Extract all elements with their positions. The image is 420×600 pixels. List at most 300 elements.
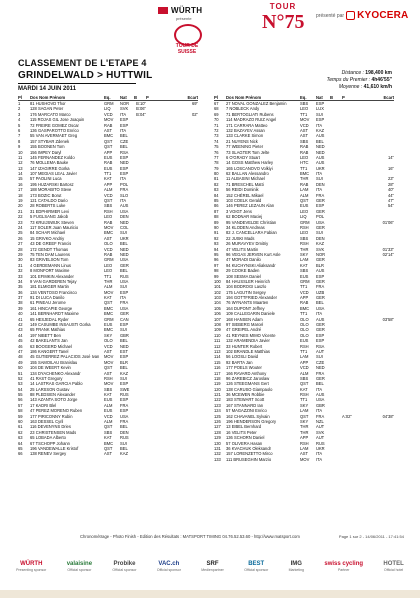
row-rank: 8 bbox=[18, 138, 21, 144]
row-nation: AUT bbox=[316, 424, 325, 430]
row-rank: 69 bbox=[214, 111, 219, 117]
row-rank: 118 bbox=[214, 375, 221, 381]
row-rank: 89 bbox=[214, 219, 219, 225]
row-rider: 177 POELS Wouter bbox=[226, 365, 262, 371]
row-rank: 58 bbox=[18, 408, 23, 414]
row-rider: 107 MEGIAS LEAL Javier bbox=[30, 171, 77, 177]
row-rider: 65 FRANK Mathias bbox=[30, 327, 66, 333]
row-nation: ESP bbox=[120, 289, 129, 295]
row-team: OLO bbox=[300, 332, 309, 338]
row-rider: 84 HAUSSLER Heinrich bbox=[226, 278, 270, 284]
row-rank: 92 bbox=[214, 235, 219, 241]
row-rider: 132 ARAMENDIA Javier bbox=[226, 338, 270, 344]
row-rank: 5 bbox=[18, 122, 21, 128]
row-rider: 194 GOTTFRIED Alexander bbox=[226, 295, 277, 301]
row-team: QST bbox=[300, 381, 309, 387]
row-nation: ESP bbox=[120, 354, 129, 360]
row-nation: USA bbox=[316, 219, 325, 225]
column-header bbox=[18, 94, 198, 101]
row-rank: 22 bbox=[18, 214, 23, 220]
row-rider: 23 CHRISTENSEN Mads bbox=[30, 429, 77, 435]
row-rider: 83 GRIVELSON Tom bbox=[30, 257, 69, 263]
row-nation: KAZ bbox=[316, 241, 324, 247]
row-team: RSH bbox=[104, 208, 113, 214]
row-rider: 81 HUSHOVD Thor bbox=[30, 101, 66, 106]
row-nation: NED bbox=[120, 246, 129, 252]
row-nation: AUS bbox=[316, 133, 325, 139]
row-gap: 01'06" bbox=[382, 219, 394, 225]
row-team: RSH bbox=[300, 241, 309, 247]
row-nation: ITA bbox=[316, 311, 323, 317]
row-nation: DEN bbox=[316, 181, 325, 187]
row-gap: 14" bbox=[387, 154, 394, 160]
row-team: VCD bbox=[104, 192, 113, 198]
row-rider: 156 IMPEY Daryl bbox=[30, 149, 62, 155]
sponsor-role: Official sponsor bbox=[67, 567, 92, 572]
row-rank: 60 bbox=[18, 419, 23, 425]
row-rider: 128 SAGAN Peter bbox=[30, 106, 64, 112]
row-rank: 126 bbox=[214, 419, 221, 425]
row-rank: 99 bbox=[214, 273, 219, 279]
row-team: ALM bbox=[104, 419, 113, 425]
route-underline bbox=[18, 83, 136, 84]
row-nation: AUT bbox=[316, 348, 325, 354]
sponsor-role: Medienpartner bbox=[201, 567, 224, 572]
row-team: VCD bbox=[104, 111, 113, 117]
row-team: LIQ bbox=[300, 214, 307, 220]
tour-75-logo bbox=[262, 2, 304, 42]
row-rider: 183 STEWART Scott bbox=[226, 397, 265, 403]
row-nation: POL bbox=[316, 214, 325, 220]
row-team: BMC bbox=[104, 230, 114, 236]
row-team: QST bbox=[104, 446, 113, 451]
row-nation: GBR bbox=[120, 332, 129, 338]
row-rank: 120 bbox=[214, 386, 221, 392]
row-team: EUS bbox=[300, 203, 309, 209]
row-nation: DEN bbox=[316, 235, 325, 241]
row-rank: 53 bbox=[18, 381, 23, 387]
row-team: EUS bbox=[104, 154, 113, 160]
stage-info bbox=[327, 70, 392, 91]
row-rider: 41 RAST Gregory bbox=[30, 375, 63, 381]
row-rider: 136 SCHORN Daniel bbox=[226, 435, 265, 441]
row-rider: 149 CASUMBE INSAUSTI Gorka bbox=[30, 322, 91, 328]
row-team: EUS bbox=[104, 322, 113, 328]
row-nation: USA bbox=[120, 413, 129, 419]
row-nation: GER bbox=[316, 198, 325, 204]
row-team: LEO bbox=[104, 262, 113, 268]
row-rider: 177 PIRICONNY Rubin bbox=[30, 413, 73, 419]
row-rank: 23 bbox=[18, 219, 23, 225]
row-rank: 112 bbox=[214, 343, 221, 349]
row-nation: KAZ bbox=[120, 451, 128, 457]
row-team: THR bbox=[300, 424, 309, 430]
row-nation: SLO bbox=[120, 192, 129, 198]
row-rank: 34 bbox=[18, 278, 23, 284]
row-nation: SUI bbox=[120, 327, 127, 333]
row-rank: 9 bbox=[18, 144, 21, 150]
header-team: Eq. bbox=[104, 94, 111, 100]
row-rank: 104 bbox=[214, 300, 221, 306]
row-nation: SUI bbox=[316, 230, 323, 236]
row-team: BMC bbox=[104, 133, 114, 139]
row-team: GRM bbox=[104, 257, 114, 263]
row-rider: 11 ALBASINI Michael bbox=[226, 176, 265, 182]
row-team: SBS bbox=[104, 386, 113, 392]
row-team: BMC bbox=[300, 305, 310, 311]
row-team: GRM bbox=[104, 316, 114, 322]
row-team: LAM bbox=[300, 187, 309, 193]
row-rider: 188 MORABITO Steve bbox=[30, 187, 72, 193]
sponsor-logo bbox=[383, 561, 403, 572]
row-rider: 108 SESMA Daniel bbox=[226, 273, 261, 279]
row-rider: 72 FREIRE GOMEZ Oscar bbox=[30, 122, 79, 128]
row-rank: 48 bbox=[18, 354, 23, 360]
row-nation: BEL bbox=[120, 241, 128, 247]
row-rider: 181 ELMIGER Martin bbox=[30, 284, 69, 290]
row-rank: 71 bbox=[214, 122, 219, 128]
row-rank: 52 bbox=[18, 375, 23, 381]
row-nation: BEL bbox=[120, 144, 128, 150]
row-team: MOV bbox=[104, 224, 114, 230]
row-rider: 28 ROBERTS Luke bbox=[30, 203, 66, 209]
avg-line bbox=[327, 84, 392, 91]
row-team: LEO bbox=[300, 154, 309, 160]
row-nation: ESP bbox=[316, 101, 325, 106]
row-rider: 172 GENDT Thomas bbox=[30, 246, 69, 252]
row-nation: ITA bbox=[120, 111, 127, 117]
row-nation: SUI bbox=[120, 440, 127, 446]
row-rider: 186 KANGERT Tanel bbox=[30, 348, 69, 354]
row-team: QST bbox=[104, 144, 113, 150]
row-rank: 63 bbox=[18, 435, 23, 441]
row-rank: 62 bbox=[18, 429, 23, 435]
row-team: SBS bbox=[300, 235, 309, 241]
row-rider: 8 MONFORT Maxime bbox=[30, 268, 70, 274]
row-team: APP bbox=[300, 359, 309, 365]
row-rider: 145 FERNANDEZ Koldo bbox=[30, 154, 75, 160]
row-nation: CZE bbox=[316, 359, 325, 365]
row-gap: 40" bbox=[387, 187, 394, 193]
sponsor-logo bbox=[16, 561, 46, 572]
row-rider: 126 STEEGMANS Gert bbox=[226, 381, 269, 387]
page-number: Page 1 sur 2 - 14/06/2011 - 17:41:54 bbox=[338, 534, 404, 539]
row-gap: 16" bbox=[387, 165, 394, 171]
row-nation: ITA bbox=[120, 176, 127, 182]
row-rank: 50 bbox=[18, 365, 23, 371]
row-rider: 134 DYACHENKO Alexandr bbox=[30, 370, 81, 376]
row-nation: FRA bbox=[120, 419, 129, 425]
row-rider: 62 BALLAN Alessandro bbox=[226, 171, 269, 177]
row-rank: 13 bbox=[18, 165, 23, 171]
row-nation: KAZ bbox=[316, 127, 324, 133]
row-team: GRM bbox=[300, 219, 310, 225]
header-p: P bbox=[342, 94, 345, 100]
kyocera-icon bbox=[346, 11, 355, 20]
row-nation: GBR bbox=[316, 402, 325, 408]
row-rider: 73 KRUIJSWIJK Steven bbox=[30, 219, 74, 225]
sponsor-logo bbox=[112, 561, 136, 572]
row-nation: FRA bbox=[120, 402, 129, 408]
row-rank: 55 bbox=[18, 392, 23, 398]
row-team: KAT bbox=[104, 435, 112, 441]
sponsor-role: Official hotel bbox=[383, 567, 404, 572]
row-team: APP bbox=[104, 149, 113, 155]
row-team: ALM bbox=[104, 402, 113, 408]
row-team: AST bbox=[104, 235, 112, 241]
row-nation: KAZ bbox=[120, 370, 128, 376]
row-rider: 88 PLEDSIEN Alexander bbox=[30, 392, 76, 398]
row-team: HTC bbox=[300, 160, 309, 166]
row-rank: 119 bbox=[214, 381, 221, 387]
row-nation: GER bbox=[316, 327, 325, 333]
row-rider: 146 PEREZ LEZAUN Alan bbox=[226, 203, 275, 209]
row-team: QST bbox=[104, 300, 113, 306]
row-nation: BEL bbox=[316, 381, 324, 387]
row-rider: 61 PINEAU Jerome bbox=[30, 300, 66, 306]
row-rank: 121 bbox=[214, 392, 221, 398]
row-rider: 173 BOZIC Borut bbox=[30, 192, 62, 198]
row-team: MOV bbox=[104, 359, 114, 365]
row-team: BMC bbox=[104, 305, 114, 311]
row-team: VCD bbox=[300, 122, 309, 128]
row-nation: USA bbox=[316, 305, 325, 311]
row-nation: NOR bbox=[120, 101, 130, 106]
sponsor-role: Presenting sponsor bbox=[16, 567, 47, 572]
row-team: ALM bbox=[104, 284, 113, 290]
row-nation: NZL bbox=[316, 419, 324, 425]
row-nation: ESP bbox=[120, 165, 129, 171]
row-rank: 129 bbox=[214, 435, 221, 441]
row-rider: 94 KUCHYNSKI Aliaksandr bbox=[226, 262, 276, 268]
tour-de-suisse-emblem bbox=[166, 24, 208, 55]
wurth-logo bbox=[158, 6, 203, 21]
row-nation: ESP bbox=[316, 117, 325, 123]
row-nation: ESP bbox=[316, 338, 325, 344]
row-rank: 87 bbox=[214, 208, 219, 214]
sponsor-role: Official sponsor bbox=[244, 567, 269, 572]
row-rider: 143 AZANTA SOTO Jorge bbox=[30, 397, 78, 403]
row-rider: 166 RAVARD Anthony bbox=[226, 370, 267, 376]
row-rank: 18 bbox=[18, 192, 23, 198]
row-team: OLO bbox=[300, 322, 309, 328]
sponsor-name: Probike bbox=[113, 560, 136, 567]
row-rider: 155 BOONEN Tom bbox=[30, 144, 65, 150]
time-label: Temps du Premier : bbox=[326, 77, 371, 83]
row-nation: GER bbox=[316, 208, 325, 214]
row-gap: 02" bbox=[191, 111, 198, 117]
row-rank: 64 bbox=[18, 440, 23, 446]
header-b: B bbox=[330, 94, 334, 100]
row-team: MOV bbox=[104, 117, 114, 123]
row-team: BMC bbox=[104, 327, 114, 333]
row-rider: 4 GERDEMANN Linus bbox=[30, 262, 71, 268]
row-rider: 167 STANNARD Ian bbox=[226, 402, 264, 408]
row-rider: 67 TSCHOPP Johann bbox=[30, 440, 70, 446]
row-team: TT1 bbox=[300, 311, 308, 317]
sponsor-strip bbox=[0, 546, 420, 586]
sponsor-logo bbox=[244, 561, 268, 572]
row-rider: 165 LOSCANOVO Volkiyi bbox=[226, 165, 273, 171]
row-rank: 54 bbox=[18, 386, 23, 392]
row-team: RSH bbox=[300, 224, 309, 230]
sponsor-name: IMG bbox=[290, 560, 302, 567]
row-rider: 96 ZAREBICZ Jaroslaw bbox=[226, 375, 270, 381]
row-rank: 133 bbox=[214, 456, 221, 462]
row-gap: 23" bbox=[387, 176, 394, 182]
column-header bbox=[214, 94, 394, 101]
sponsor-name: valaisine bbox=[66, 560, 93, 567]
row-team: THR bbox=[104, 278, 113, 284]
row-nation: AUS bbox=[120, 203, 129, 209]
row-bonus: B:10" bbox=[136, 101, 146, 106]
row-team: QST bbox=[104, 365, 113, 371]
distance-label: Distance : bbox=[341, 70, 364, 76]
row-rank: 107 bbox=[214, 316, 221, 322]
row-rank: 43 bbox=[18, 327, 23, 333]
row-team: EUS bbox=[104, 165, 113, 171]
tour-number: N°75 bbox=[262, 11, 305, 33]
row-rank: 111 bbox=[214, 338, 221, 344]
row-rank: 32 bbox=[18, 268, 23, 274]
row-nation: USA bbox=[120, 208, 129, 214]
row-team: APP bbox=[300, 435, 309, 441]
row-nation: BEL bbox=[120, 365, 128, 371]
row-rider: 116 DEVENYNS Dries bbox=[30, 424, 71, 430]
header-team: Eq. bbox=[300, 94, 307, 100]
row-nation: RUS bbox=[120, 435, 129, 441]
row-team: QST bbox=[300, 413, 309, 419]
row-team: THR bbox=[300, 246, 309, 252]
row-gap: 47" bbox=[387, 198, 394, 204]
row-rider: 171 CARRARA Matteo bbox=[226, 122, 268, 128]
row-rider: 57 PAOLINI Luca bbox=[30, 176, 62, 182]
row-rider: 76 MOLLEMA Bauke bbox=[30, 160, 69, 166]
row-nation: DEN bbox=[120, 429, 129, 435]
row-rider: 57 OLIVERA Hasan bbox=[226, 440, 263, 446]
row-rider: 45 GUTIERREZ PALACIOS José Ivan bbox=[30, 354, 100, 360]
row-rank: 117 bbox=[214, 370, 221, 376]
row-team: MOV bbox=[104, 381, 114, 387]
row-team: THR bbox=[300, 429, 309, 435]
row-team: MOV bbox=[300, 456, 310, 462]
avg-label: Moyenne : bbox=[338, 84, 363, 90]
row-team: EUS bbox=[300, 338, 309, 344]
row-nation: ESP bbox=[120, 154, 129, 160]
row-rider: 84 SCHAR Michael bbox=[30, 230, 66, 236]
sponsor-name: WÜRTH bbox=[20, 560, 43, 567]
row-team: MOV bbox=[104, 354, 114, 360]
row-rider: 76 WYNANTS Maarten bbox=[226, 300, 269, 306]
row-gap: 01'33" bbox=[382, 246, 394, 252]
row-team: APP bbox=[104, 181, 113, 187]
row-nation: GER bbox=[316, 224, 325, 230]
row-rider: 102 BRANDLE Matthias bbox=[226, 348, 270, 354]
row-rider: 95 VANDEVELDE Christian bbox=[226, 219, 277, 225]
row-rider: 197 NIBETT Ben bbox=[30, 332, 61, 338]
row-nation: AUT bbox=[316, 435, 325, 441]
row-rank: 24 bbox=[18, 224, 23, 230]
row-gap: 02'14" bbox=[382, 251, 394, 257]
row-team: KAT bbox=[300, 386, 308, 392]
row-nation: ITA bbox=[316, 408, 323, 414]
row-rank: 19 bbox=[18, 198, 23, 204]
header-nat: Nat bbox=[120, 94, 127, 100]
header-b: B bbox=[134, 94, 138, 100]
row-rank: 11 bbox=[18, 154, 23, 160]
row-team: SBS bbox=[300, 375, 309, 381]
row-rank: 93 bbox=[214, 241, 219, 247]
row-rider: 41 REYNES MIMO Vicente bbox=[226, 332, 276, 338]
row-nation: UKR bbox=[120, 235, 129, 241]
row-rank: 47 bbox=[18, 348, 23, 354]
row-gap: 44" bbox=[387, 192, 394, 198]
row-rider: 103 COELK Gerald bbox=[226, 198, 262, 204]
row-rank: 25 bbox=[18, 230, 23, 236]
row-nation: USA bbox=[120, 257, 129, 263]
row-rank: 110 bbox=[214, 332, 221, 338]
row-team: LEO bbox=[104, 268, 113, 274]
row-rider: 73 SLAGTER Tom Jelte bbox=[226, 149, 270, 155]
row-rank: 36 bbox=[18, 289, 23, 295]
row-rank: 97 bbox=[214, 262, 219, 268]
row-nation: AUS bbox=[316, 392, 325, 398]
row-rider: 101 EFIMKIN Alexander bbox=[30, 273, 74, 279]
row-rider: 109 CALLEGARIN Daniele bbox=[226, 311, 275, 317]
header-pl: Pl bbox=[214, 94, 218, 100]
row-team: EUS bbox=[104, 408, 113, 414]
row-nation: GER bbox=[316, 375, 325, 381]
row-nation: ESP bbox=[120, 171, 129, 177]
row-nation: ESP bbox=[120, 381, 129, 387]
row-team: ALM bbox=[300, 192, 309, 198]
row-rank: 108 bbox=[214, 322, 221, 328]
row-rank: 115 bbox=[214, 359, 221, 365]
row-gap: 69" bbox=[191, 101, 198, 106]
row-rank: 26 bbox=[18, 235, 23, 241]
row-rider: 14 LASTRAS GARCIA Pablo bbox=[30, 381, 83, 387]
row-team: TT1 bbox=[104, 273, 112, 279]
row-nation: DEN bbox=[120, 214, 129, 220]
row-rank: 51 bbox=[18, 370, 23, 376]
row-team: SBS bbox=[300, 268, 309, 274]
row-nation: SVK bbox=[316, 429, 325, 435]
row-gap: 04'38" bbox=[382, 413, 394, 419]
row-rank: 57 bbox=[18, 402, 23, 408]
row-rank: 39 bbox=[18, 305, 23, 311]
row-rider: 147 IZAGIRRE Gorka bbox=[30, 165, 70, 171]
row-nation: SUI bbox=[316, 176, 323, 182]
row-team: LAM bbox=[300, 408, 309, 414]
row-team: VCD bbox=[104, 413, 113, 419]
row-rider: 104 DE WEERT Kevin bbox=[30, 365, 71, 371]
header-name: Dos Nom Prénom bbox=[30, 94, 66, 100]
row-nation: UZB bbox=[316, 289, 325, 295]
row-nation: ITA bbox=[316, 386, 323, 392]
row-nation: ITA bbox=[316, 456, 323, 462]
row-nation: FRA bbox=[316, 413, 325, 419]
row-team: AST bbox=[104, 127, 112, 133]
row-rider: 168 HANSEN Adam bbox=[226, 316, 263, 322]
row-rank: 38 bbox=[18, 300, 23, 306]
row-rank: 86 bbox=[214, 203, 219, 209]
row-rank: 45 bbox=[18, 338, 23, 344]
row-team: LEO bbox=[104, 214, 113, 220]
row-rider: 27 NOVAL GONZALEZ Benjamin bbox=[226, 101, 287, 106]
row-team: OLO bbox=[300, 327, 309, 333]
row-team: SBS bbox=[300, 101, 309, 106]
row-rank: 2 bbox=[18, 106, 21, 112]
